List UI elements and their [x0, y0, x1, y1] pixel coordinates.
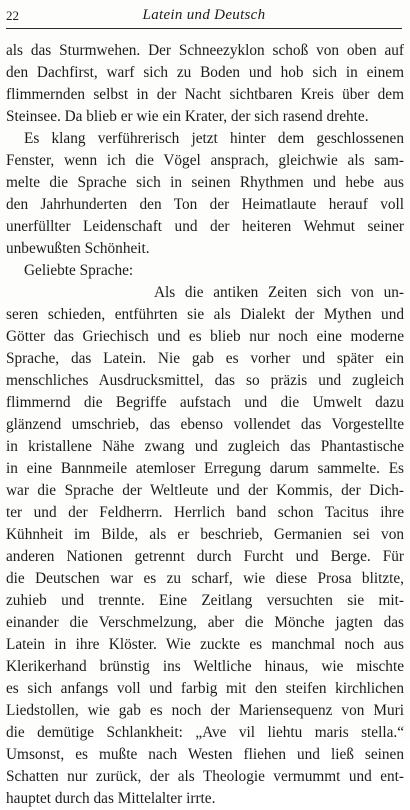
text-line: den Dachfirst, warf sich zu Boden und hob sich in einem: [6, 64, 404, 81]
text-line: flimmernd die Begriffe aufstach und die Umwelt dazu: [6, 394, 404, 411]
text-line: hauptet durch das Mittelalter irrte.: [6, 790, 216, 807]
text-line: in eine Bannmeile atemloser Erregung darum sammelte. Es: [6, 460, 404, 477]
text-line: Steinsee. Da blieb er wie ein Krater, der sich rasend drehte.: [6, 108, 369, 125]
text-line: ter und der Feldherrn. Herrlich band schon Tacitus ihre: [6, 504, 404, 521]
text-line: Schatten nur zurück, der als Theologie vermummt und ent-: [6, 768, 404, 785]
text-line: melte die Sprache sich in seinen Rhythmen und hebe aus: [6, 174, 404, 191]
text-line: Latein in ihre Klöster. Wie zuckte es manchmal noch aus: [6, 636, 404, 653]
text-line: unbewußten Schönheit.: [6, 240, 150, 257]
text-line: in kristallene Nähe zwang und zugleich das Phantastische: [6, 438, 404, 455]
text-line: Es klang verführerisch jetzt hinter dem geschlossenen: [24, 130, 404, 147]
text-line: Klerikerhand brünstig ins Weltliche hinaus, wie mischte: [6, 658, 404, 675]
text-line: glänzend umschrieb, das ebenso vollendet das Vorgestellte: [6, 416, 404, 433]
text-line: Als die antiken Zeiten sich von un-: [154, 284, 404, 301]
text-line: unerfüllter Leidenschaft und der heiteren Wehmut seiner: [6, 218, 404, 235]
text-line: Götter das Griechisch und es blieb nur noch eine moderne: [6, 328, 404, 345]
salutation-line: Geliebte Sprache:: [24, 262, 134, 279]
text-line: flimmernden selbst in der Nacht sichtbaren Kreis über dem: [6, 86, 404, 103]
text-line: war die Sprache der Weltleute und der Kommis, der Dich-: [6, 482, 404, 499]
text-line: den Jahrhunderten den Ton der Heimatlaute herauf voll: [6, 196, 404, 213]
text-line: anderen Nationen getrennt durch Furcht und Berge. Für: [6, 548, 404, 565]
text-line: Liedstollen, wie gab es noch der Mariensequenz von Muri: [6, 702, 404, 719]
text-line: Umsonst, es mußte nach Westen fliehen und ließ seinen: [6, 746, 404, 763]
text-line: seren schieden, entführten sie als Dialekt der Mythen und: [6, 306, 404, 323]
text-line: Kühnheit im Bilde, als er beschrieb, Germanien sei von: [6, 526, 404, 543]
running-head: [6, 6, 402, 29]
text-line: die demütige Schlankheit: „Ave vil liehtu maris stella.“: [6, 724, 404, 741]
text-line: die Deutschen war es zu scharf, wie diese Prosa blitzte,: [6, 570, 404, 587]
running-title: Latein und Deutsch: [142, 7, 266, 23]
text-line: es sich anfangs voll und farbig mit den steifen kirchlichen: [6, 680, 404, 697]
text-line: menschliches Ausdrucksmittel, das so präzis und zugleich: [6, 372, 404, 389]
text-line: Fenster, wenn ich die Vögel ansprach, gleichwie als sam-: [6, 152, 404, 169]
body-text: [6, 40, 404, 810]
text-line: einander die Verschmelzung, aber die Mönche jagten das: [6, 614, 404, 631]
text-line: als das Sturmwehen. Der Schneezyklon schoß von oben auf: [6, 42, 404, 59]
text-line: Sprache, das Latein. Nie gab es vorher und später ein: [6, 350, 404, 367]
text-line: zuhieb und trennte. Eine Zeitlang versuchten sie mit-: [6, 592, 404, 609]
page-number: 22: [6, 8, 19, 23]
